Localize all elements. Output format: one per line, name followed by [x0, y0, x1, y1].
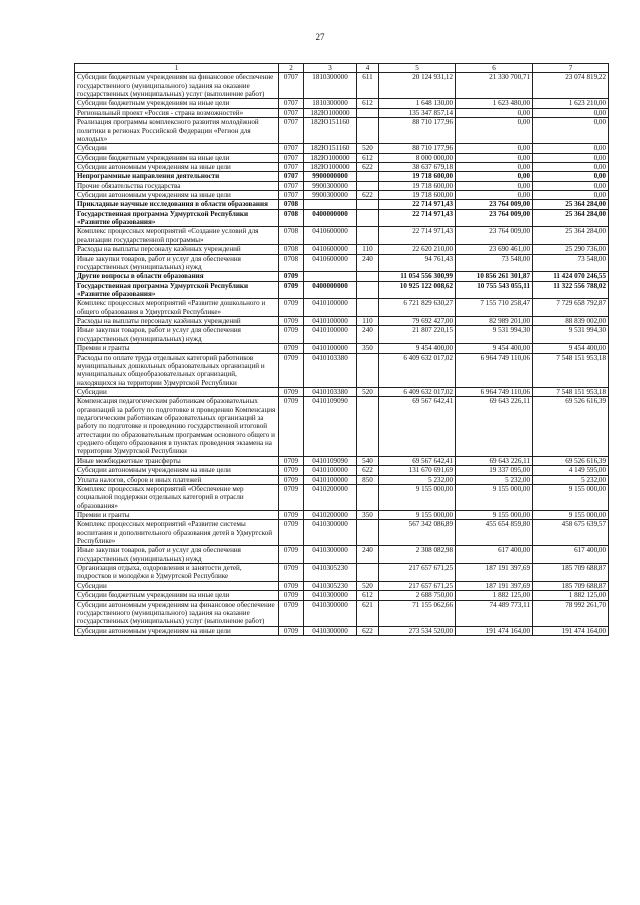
- cell-section: 0709: [279, 475, 304, 484]
- cell-amount-year1: 6 409 632 017,02: [379, 387, 456, 396]
- cell-amount-year2: 10 755 543 055,11: [456, 281, 533, 299]
- table-row: [75, 200, 609, 209]
- cell-amount-year1: 20 124 931,12: [379, 73, 456, 99]
- cell-amount-year1: 69 567 642,41: [379, 456, 456, 465]
- cell-expense-type: [357, 299, 379, 317]
- cell-amount-year3: 11 424 070 246,55: [533, 272, 609, 281]
- cell-target-code: 182Ю100000: [304, 108, 357, 117]
- cell-expense-type: [357, 227, 379, 245]
- cell-amount-year2: 23 764 009,00: [456, 209, 533, 227]
- cell-name: Субсидии автономным учреждениям на иные цели: [75, 626, 279, 635]
- cell-target-code: 0410200000: [304, 510, 357, 519]
- cell-target-code: 0410305230: [304, 564, 357, 582]
- cell-expense-type: 622: [357, 162, 379, 171]
- cell-expense-type: 612: [357, 591, 379, 600]
- cell-name: Прикладные научные исследования в области образования: [75, 200, 279, 209]
- table-row: [75, 181, 609, 190]
- cell-amount-year3: 9 454 400,00: [533, 344, 609, 353]
- cell-amount-year3: 73 548,00: [533, 254, 609, 272]
- cell-target-code: 0410300000: [304, 546, 357, 564]
- cell-expense-type: 622: [357, 466, 379, 475]
- cell-name: Субсидии бюджетным учреждениям на финансовое обеспечение государственного (муниципального) задания на оказание государственных (муниципальных) услуг (выполнение работ): [75, 73, 279, 99]
- cell-expense-type: 611: [357, 73, 379, 99]
- cell-amount-year3: 0,00: [533, 181, 609, 190]
- cell-name: Субсидии: [75, 144, 279, 153]
- cell-target-code: 0410100000: [304, 299, 357, 317]
- cell-name: Непрограммные направления деятельности: [75, 172, 279, 181]
- cell-amount-year1: 9 454 400,00: [379, 344, 456, 353]
- cell-expense-type: 110: [357, 245, 379, 254]
- cell-amount-year1: 38 637 679,18: [379, 162, 456, 171]
- cell-amount-year3: 0,00: [533, 144, 609, 153]
- cell-amount-year1: 135 347 857,14: [379, 108, 456, 117]
- cell-section: 0707: [279, 181, 304, 190]
- table-row: [75, 227, 609, 245]
- cell-amount-year1: 6 721 829 630,27: [379, 299, 456, 317]
- cell-amount-year1: 273 534 520,00: [379, 626, 456, 635]
- cell-amount-year3: 88 839 002,00: [533, 317, 609, 326]
- cell-amount-year1: 19 718 600,00: [379, 181, 456, 190]
- cell-section: 0709: [279, 344, 304, 353]
- cell-expense-type: 240: [357, 326, 379, 344]
- cell-amount-year3: 0,00: [533, 108, 609, 117]
- cell-section: 0707: [279, 108, 304, 117]
- cell-expense-type: [357, 564, 379, 582]
- cell-amount-year3: 0,00: [533, 162, 609, 171]
- cell-amount-year2: 0,00: [456, 191, 533, 200]
- cell-target-code: 182Ю151160: [304, 118, 357, 144]
- cell-section: 0709: [279, 281, 304, 299]
- cell-amount-year3: 25 364 284,00: [533, 209, 609, 227]
- cell-target-code: 0410100000: [304, 326, 357, 344]
- cell-target-code: 0410600000: [304, 245, 357, 254]
- cell-amount-year3: 25 290 736,00: [533, 245, 609, 254]
- header-cell-year2: 6: [456, 64, 533, 73]
- cell-amount-year2: 74 489 773,11: [456, 600, 533, 626]
- cell-section: 0707: [279, 162, 304, 171]
- cell-section: 0708: [279, 200, 304, 209]
- header-cell-year3: 7: [533, 64, 609, 73]
- table-row: [75, 353, 609, 387]
- cell-amount-year2: 0,00: [456, 108, 533, 117]
- cell-section: 0709: [279, 299, 304, 317]
- cell-target-code: 1810300000: [304, 73, 357, 99]
- cell-amount-year2: 21 330 700,71: [456, 73, 533, 99]
- cell-section: 0707: [279, 191, 304, 200]
- cell-name: Реализация программы комплексного развития молодёжной политики в регионах Российской Федерации «Регион для молодых»: [75, 118, 279, 144]
- cell-expense-type: [357, 272, 379, 281]
- cell-amount-year1: 88 710 177,96: [379, 144, 456, 153]
- cell-expense-type: 520: [357, 387, 379, 396]
- cell-amount-year3: 617 400,00: [533, 546, 609, 564]
- table-row: [75, 299, 609, 317]
- table-row: [75, 99, 609, 108]
- cell-target-code: 0410300000: [304, 591, 357, 600]
- cell-amount-year3: 5 232,00: [533, 475, 609, 484]
- table-row: [75, 387, 609, 396]
- cell-section: 0709: [279, 317, 304, 326]
- cell-amount-year2: 1 623 480,00: [456, 99, 533, 108]
- table-row: [75, 254, 609, 272]
- cell-amount-year1: 9 155 000,00: [379, 484, 456, 510]
- cell-name: Организация отдыха, оздоровления и занятости детей, подростков и молодёжи в Удмуртской Республике: [75, 564, 279, 582]
- cell-amount-year3: 11 322 556 788,02: [533, 281, 609, 299]
- cell-name: Субсидии: [75, 387, 279, 396]
- table-row: [75, 546, 609, 564]
- cell-target-code: 0410600000: [304, 254, 357, 272]
- cell-amount-year2: 6 964 749 110,06: [456, 353, 533, 387]
- cell-name: Иные закупки товаров, работ и услуг для обеспечения государственных (муниципальных) нужд: [75, 254, 279, 272]
- cell-amount-year2: 73 548,00: [456, 254, 533, 272]
- cell-amount-year1: 22 620 210,00: [379, 245, 456, 254]
- cell-amount-year2: 0,00: [456, 118, 533, 144]
- cell-expense-type: [357, 520, 379, 546]
- cell-amount-year3: 69 526 616,39: [533, 397, 609, 457]
- cell-amount-year1: 88 710 177,96: [379, 118, 456, 144]
- cell-name: Иные закупки товаров, работ и услуг для обеспечения государственных (муниципальных) нужд: [75, 326, 279, 344]
- table-body: [75, 73, 609, 636]
- cell-target-code: 0410300000: [304, 520, 357, 546]
- cell-amount-year2: 0,00: [456, 144, 533, 153]
- cell-section: 0709: [279, 353, 304, 387]
- table-row: [75, 581, 609, 590]
- cell-name: Комплекс процессных мероприятий «Развитие дошкольного и общего образования в Удмуртской Республике»: [75, 299, 279, 317]
- cell-target-code: 9900000000: [304, 172, 357, 181]
- cell-section: 0708: [279, 227, 304, 245]
- cell-amount-year3: 78 992 261,70: [533, 600, 609, 626]
- cell-amount-year1: 69 567 642,41: [379, 397, 456, 457]
- cell-amount-year3: 25 364 284,00: [533, 200, 609, 209]
- cell-section: 0709: [279, 546, 304, 564]
- table-row: [75, 118, 609, 144]
- cell-name: Субсидии бюджетным учреждениям на иные цели: [75, 153, 279, 162]
- cell-name: Государственная программа Удмуртской Республики «Развитие образования»: [75, 209, 279, 227]
- cell-name: Государственная программа Удмуртской Республики «Развитие образования»: [75, 281, 279, 299]
- cell-section: 0708: [279, 254, 304, 272]
- cell-amount-year1: 5 232,00: [379, 475, 456, 484]
- table-row: [75, 108, 609, 117]
- cell-name: Компенсация педагогическим работникам образовательных организаций за работу по подготовке и проведению Компенсация педагогическим работникам образовательных организаций за работу по подготовке и проведению государственной итоговой аттестации по образовательным программам основного общего и среднего общего образования в пунктах проведения экзамена на территории Удмуртской Республики: [75, 397, 279, 457]
- cell-expense-type: [357, 484, 379, 510]
- cell-amount-year2: 9 454 400,00: [456, 344, 533, 353]
- cell-section: 0709: [279, 510, 304, 519]
- cell-expense-type: 612: [357, 153, 379, 162]
- table-row: [75, 510, 609, 519]
- cell-amount-year1: 22 714 971,43: [379, 209, 456, 227]
- cell-section: 0709: [279, 326, 304, 344]
- table-row: [75, 626, 609, 635]
- cell-amount-year1: 22 714 971,43: [379, 227, 456, 245]
- table-row: [75, 209, 609, 227]
- table-row: [75, 591, 609, 600]
- cell-amount-year3: 0,00: [533, 153, 609, 162]
- cell-name: Комплекс процессных мероприятий «Создание условий для реализации государственной программы»: [75, 227, 279, 245]
- cell-expense-type: 520: [357, 581, 379, 590]
- cell-amount-year3: 1 623 210,00: [533, 99, 609, 108]
- cell-target-code: 0410109090: [304, 456, 357, 465]
- cell-amount-year2: 1 882 125,00: [456, 591, 533, 600]
- cell-name: Субсидии бюджетным учреждениям на иные цели: [75, 99, 279, 108]
- table-row: [75, 162, 609, 171]
- cell-amount-year1: 567 342 086,89: [379, 520, 456, 546]
- cell-section: 0707: [279, 73, 304, 99]
- table-row: [75, 317, 609, 326]
- cell-section: 0708: [279, 245, 304, 254]
- cell-section: 0709: [279, 456, 304, 465]
- cell-name: Субсидии: [75, 581, 279, 590]
- table-row: [75, 564, 609, 582]
- cell-target-code: 9900300000: [304, 181, 357, 190]
- cell-target-code: 0410600000: [304, 227, 357, 245]
- cell-amount-year1: 19 718 600,00: [379, 191, 456, 200]
- cell-amount-year3: 23 074 819,22: [533, 73, 609, 99]
- cell-target-code: 0410100000: [304, 466, 357, 475]
- cell-amount-year3: 9 155 000,00: [533, 510, 609, 519]
- cell-name: Расходы на выплаты персоналу казённых учреждений: [75, 245, 279, 254]
- header-cell-year1: 5: [379, 64, 456, 73]
- cell-target-code: 0410300000: [304, 626, 357, 635]
- cell-name: Комплекс процессных мероприятий «Обеспечение мер социальной поддержки отдельных категорий в отрасли образования»: [75, 484, 279, 510]
- cell-target-code: 182Ю100000: [304, 162, 357, 171]
- cell-expense-type: [357, 172, 379, 181]
- cell-target-code: 0410103380: [304, 353, 357, 387]
- cell-name: Уплата налогов, сборов и иных платежей: [75, 475, 279, 484]
- cell-amount-year1: 71 155 062,66: [379, 600, 456, 626]
- cell-amount-year2: 6 964 749 110,06: [456, 387, 533, 396]
- cell-amount-year3: 0,00: [533, 118, 609, 144]
- cell-name: Субсидии бюджетным учреждениям на иные цели: [75, 591, 279, 600]
- cell-amount-year2: 23 690 461,00: [456, 245, 533, 254]
- cell-section: 0709: [279, 520, 304, 546]
- cell-amount-year2: 0,00: [456, 181, 533, 190]
- cell-target-code: 0410300000: [304, 600, 357, 626]
- cell-name: Субсидии автономным учреждениям на иные цели: [75, 162, 279, 171]
- table-header-row: [75, 64, 609, 73]
- header-cell-target: 3: [304, 64, 357, 73]
- cell-amount-year1: 79 692 427,00: [379, 317, 456, 326]
- cell-amount-year1: 21 807 220,15: [379, 326, 456, 344]
- cell-name: Субсидии автономным учреждениям на иные цели: [75, 191, 279, 200]
- cell-amount-year1: 94 761,43: [379, 254, 456, 272]
- table-row: [75, 281, 609, 299]
- cell-amount-year1: 22 714 971,43: [379, 200, 456, 209]
- cell-amount-year2: 23 764 009,00: [456, 227, 533, 245]
- cell-target-code: 0410100000: [304, 475, 357, 484]
- cell-amount-year2: 455 654 859,80: [456, 520, 533, 546]
- cell-target-code: 1810300000: [304, 99, 357, 108]
- cell-expense-type: 110: [357, 317, 379, 326]
- table-row: [75, 144, 609, 153]
- table-row: [75, 272, 609, 281]
- cell-amount-year2: 191 474 164,00: [456, 626, 533, 635]
- page-number: 27: [315, 32, 325, 42]
- cell-amount-year2: 9 155 000,00: [456, 484, 533, 510]
- cell-expense-type: [357, 108, 379, 117]
- cell-section: 0709: [279, 581, 304, 590]
- cell-amount-year3: 7 729 658 792,87: [533, 299, 609, 317]
- cell-amount-year1: 10 925 122 008,62: [379, 281, 456, 299]
- cell-amount-year2: 5 232,00: [456, 475, 533, 484]
- cell-amount-year3: 9 531 994,30: [533, 326, 609, 344]
- cell-name: Субсидии автономным учреждениям на иные цели: [75, 466, 279, 475]
- cell-expense-type: [357, 118, 379, 144]
- cell-expense-type: [357, 281, 379, 299]
- cell-section: 0709: [279, 484, 304, 510]
- cell-amount-year2: 187 191 397,69: [456, 581, 533, 590]
- cell-expense-type: 520: [357, 144, 379, 153]
- table-row: [75, 73, 609, 99]
- cell-section: 0709: [279, 387, 304, 396]
- cell-amount-year2: 0,00: [456, 162, 533, 171]
- table-row: [75, 475, 609, 484]
- cell-amount-year3: 458 675 639,57: [533, 520, 609, 546]
- cell-expense-type: 622: [357, 191, 379, 200]
- cell-name: Расходы на выплаты персоналу казённых учреждений: [75, 317, 279, 326]
- cell-expense-type: 350: [357, 510, 379, 519]
- cell-target-code: 0400000000: [304, 281, 357, 299]
- cell-name: Премии и гранты: [75, 344, 279, 353]
- cell-amount-year3: 1 882 125,00: [533, 591, 609, 600]
- cell-expense-type: 240: [357, 546, 379, 564]
- cell-target-code: [304, 272, 357, 281]
- cell-amount-year3: 7 548 151 953,18: [533, 353, 609, 387]
- cell-amount-year2: 82 989 201,00: [456, 317, 533, 326]
- cell-expense-type: 622: [357, 626, 379, 635]
- cell-target-code: 0410100000: [304, 344, 357, 353]
- cell-target-code: 0410305230: [304, 581, 357, 590]
- budget-table: [74, 63, 609, 636]
- cell-section: 0709: [279, 626, 304, 635]
- cell-amount-year3: 9 155 000,00: [533, 484, 609, 510]
- cell-target-code: [304, 200, 357, 209]
- cell-amount-year2: 617 400,00: [456, 546, 533, 564]
- cell-amount-year1: 217 657 671,25: [379, 581, 456, 590]
- cell-amount-year2: 9 155 000,00: [456, 510, 533, 519]
- cell-amount-year3: 191 474 164,00: [533, 626, 609, 635]
- cell-section: 0709: [279, 600, 304, 626]
- table-row: [75, 397, 609, 457]
- cell-name: Премии и гранты: [75, 510, 279, 519]
- cell-amount-year3: 69 526 616,39: [533, 456, 609, 465]
- cell-amount-year2: 69 643 226,11: [456, 397, 533, 457]
- cell-name: Прочие обязательства государства: [75, 181, 279, 190]
- cell-section: 0709: [279, 397, 304, 457]
- cell-name: Другие вопросы в области образования: [75, 272, 279, 281]
- cell-expense-type: 850: [357, 475, 379, 484]
- header-cell-type: 4: [357, 64, 379, 73]
- cell-expense-type: [357, 397, 379, 457]
- header-cell-section: 2: [279, 64, 304, 73]
- cell-name: Расходы по оплате труда отдельных категорий работников муниципальных дошкольных образовательных организаций и муниципальных общеобразовательных организаций, находящихся на территории Удмуртской Республики: [75, 353, 279, 387]
- cell-amount-year2: 23 764 009,00: [456, 200, 533, 209]
- table-row: [75, 191, 609, 200]
- cell-section: 0707: [279, 118, 304, 144]
- cell-amount-year3: 7 548 151 953,18: [533, 387, 609, 396]
- cell-expense-type: [357, 353, 379, 387]
- table-row: [75, 326, 609, 344]
- cell-target-code: 182Ю100000: [304, 153, 357, 162]
- cell-amount-year2: 0,00: [456, 153, 533, 162]
- cell-section: 0709: [279, 272, 304, 281]
- cell-section: 0707: [279, 172, 304, 181]
- cell-expense-type: [357, 181, 379, 190]
- cell-section: 0707: [279, 99, 304, 108]
- cell-target-code: 0400000000: [304, 209, 357, 227]
- cell-name: Иные закупки товаров, работ и услуг для обеспечения государственных (муниципальных) нужд: [75, 546, 279, 564]
- cell-target-code: 0410100000: [304, 317, 357, 326]
- cell-section: 0709: [279, 591, 304, 600]
- cell-target-code: 0410103380: [304, 387, 357, 396]
- cell-expense-type: 240: [357, 254, 379, 272]
- cell-amount-year1: 2 308 082,98: [379, 546, 456, 564]
- cell-expense-type: 540: [357, 456, 379, 465]
- table-row: [75, 466, 609, 475]
- cell-amount-year3: 0,00: [533, 172, 609, 181]
- cell-amount-year2: 187 191 397,69: [456, 564, 533, 582]
- cell-expense-type: 612: [357, 99, 379, 108]
- cell-section: 0707: [279, 144, 304, 153]
- table-row: [75, 344, 609, 353]
- cell-amount-year2: 19 337 095,00: [456, 466, 533, 475]
- cell-amount-year3: 185 709 688,87: [533, 564, 609, 582]
- table-row: [75, 520, 609, 546]
- cell-name: Комплекс процессных мероприятий «Развитие системы воспитания и дополнительного образования детей в Удмуртской Республике»: [75, 520, 279, 546]
- cell-section: 0709: [279, 564, 304, 582]
- cell-expense-type: [357, 209, 379, 227]
- cell-amount-year3: 4 149 595,00: [533, 466, 609, 475]
- cell-name: Региональный проект «Россия - страна возможностей»: [75, 108, 279, 117]
- cell-name: Иные межбюджетные трансферты: [75, 456, 279, 465]
- cell-target-code: 0410109090: [304, 397, 357, 457]
- cell-target-code: 0410200000: [304, 484, 357, 510]
- table-row: [75, 172, 609, 181]
- cell-amount-year1: 131 670 691,69: [379, 466, 456, 475]
- cell-amount-year3: 0,00: [533, 191, 609, 200]
- cell-amount-year2: 69 643 226,11: [456, 456, 533, 465]
- cell-section: 0709: [279, 466, 304, 475]
- cell-amount-year2: 9 531 994,30: [456, 326, 533, 344]
- table-row: [75, 600, 609, 626]
- table-row: [75, 245, 609, 254]
- cell-amount-year1: 19 718 600,00: [379, 172, 456, 181]
- cell-amount-year2: 7 155 710 258,47: [456, 299, 533, 317]
- cell-name: Субсидии автономным учреждениям на финансовое обеспечение государственного (муниципального) задания на оказание государственных (муниципальных) услуг (выполнение работ): [75, 600, 279, 626]
- cell-amount-year1: 1 648 130,00: [379, 99, 456, 108]
- cell-target-code: 182Ю151160: [304, 144, 357, 153]
- table-row: [75, 484, 609, 510]
- cell-amount-year1: 11 054 556 300,99: [379, 272, 456, 281]
- table-row: [75, 153, 609, 162]
- cell-amount-year1: 6 409 632 017,02: [379, 353, 456, 387]
- cell-amount-year3: 185 709 688,87: [533, 581, 609, 590]
- cell-target-code: 9900300000: [304, 191, 357, 200]
- cell-amount-year1: 217 657 671,25: [379, 564, 456, 582]
- cell-amount-year1: 2 688 750,00: [379, 591, 456, 600]
- cell-amount-year2: 10 856 261 301,87: [456, 272, 533, 281]
- cell-amount-year1: 9 155 000,00: [379, 510, 456, 519]
- table-row: [75, 456, 609, 465]
- cell-amount-year2: 0,00: [456, 172, 533, 181]
- cell-section: 0708: [279, 209, 304, 227]
- cell-expense-type: 621: [357, 600, 379, 626]
- cell-section: 0707: [279, 153, 304, 162]
- cell-amount-year3: 25 364 284,00: [533, 227, 609, 245]
- cell-expense-type: 350: [357, 344, 379, 353]
- cell-expense-type: [357, 200, 379, 209]
- header-cell-name: 1: [75, 64, 279, 73]
- cell-amount-year1: 8 000 000,00: [379, 153, 456, 162]
